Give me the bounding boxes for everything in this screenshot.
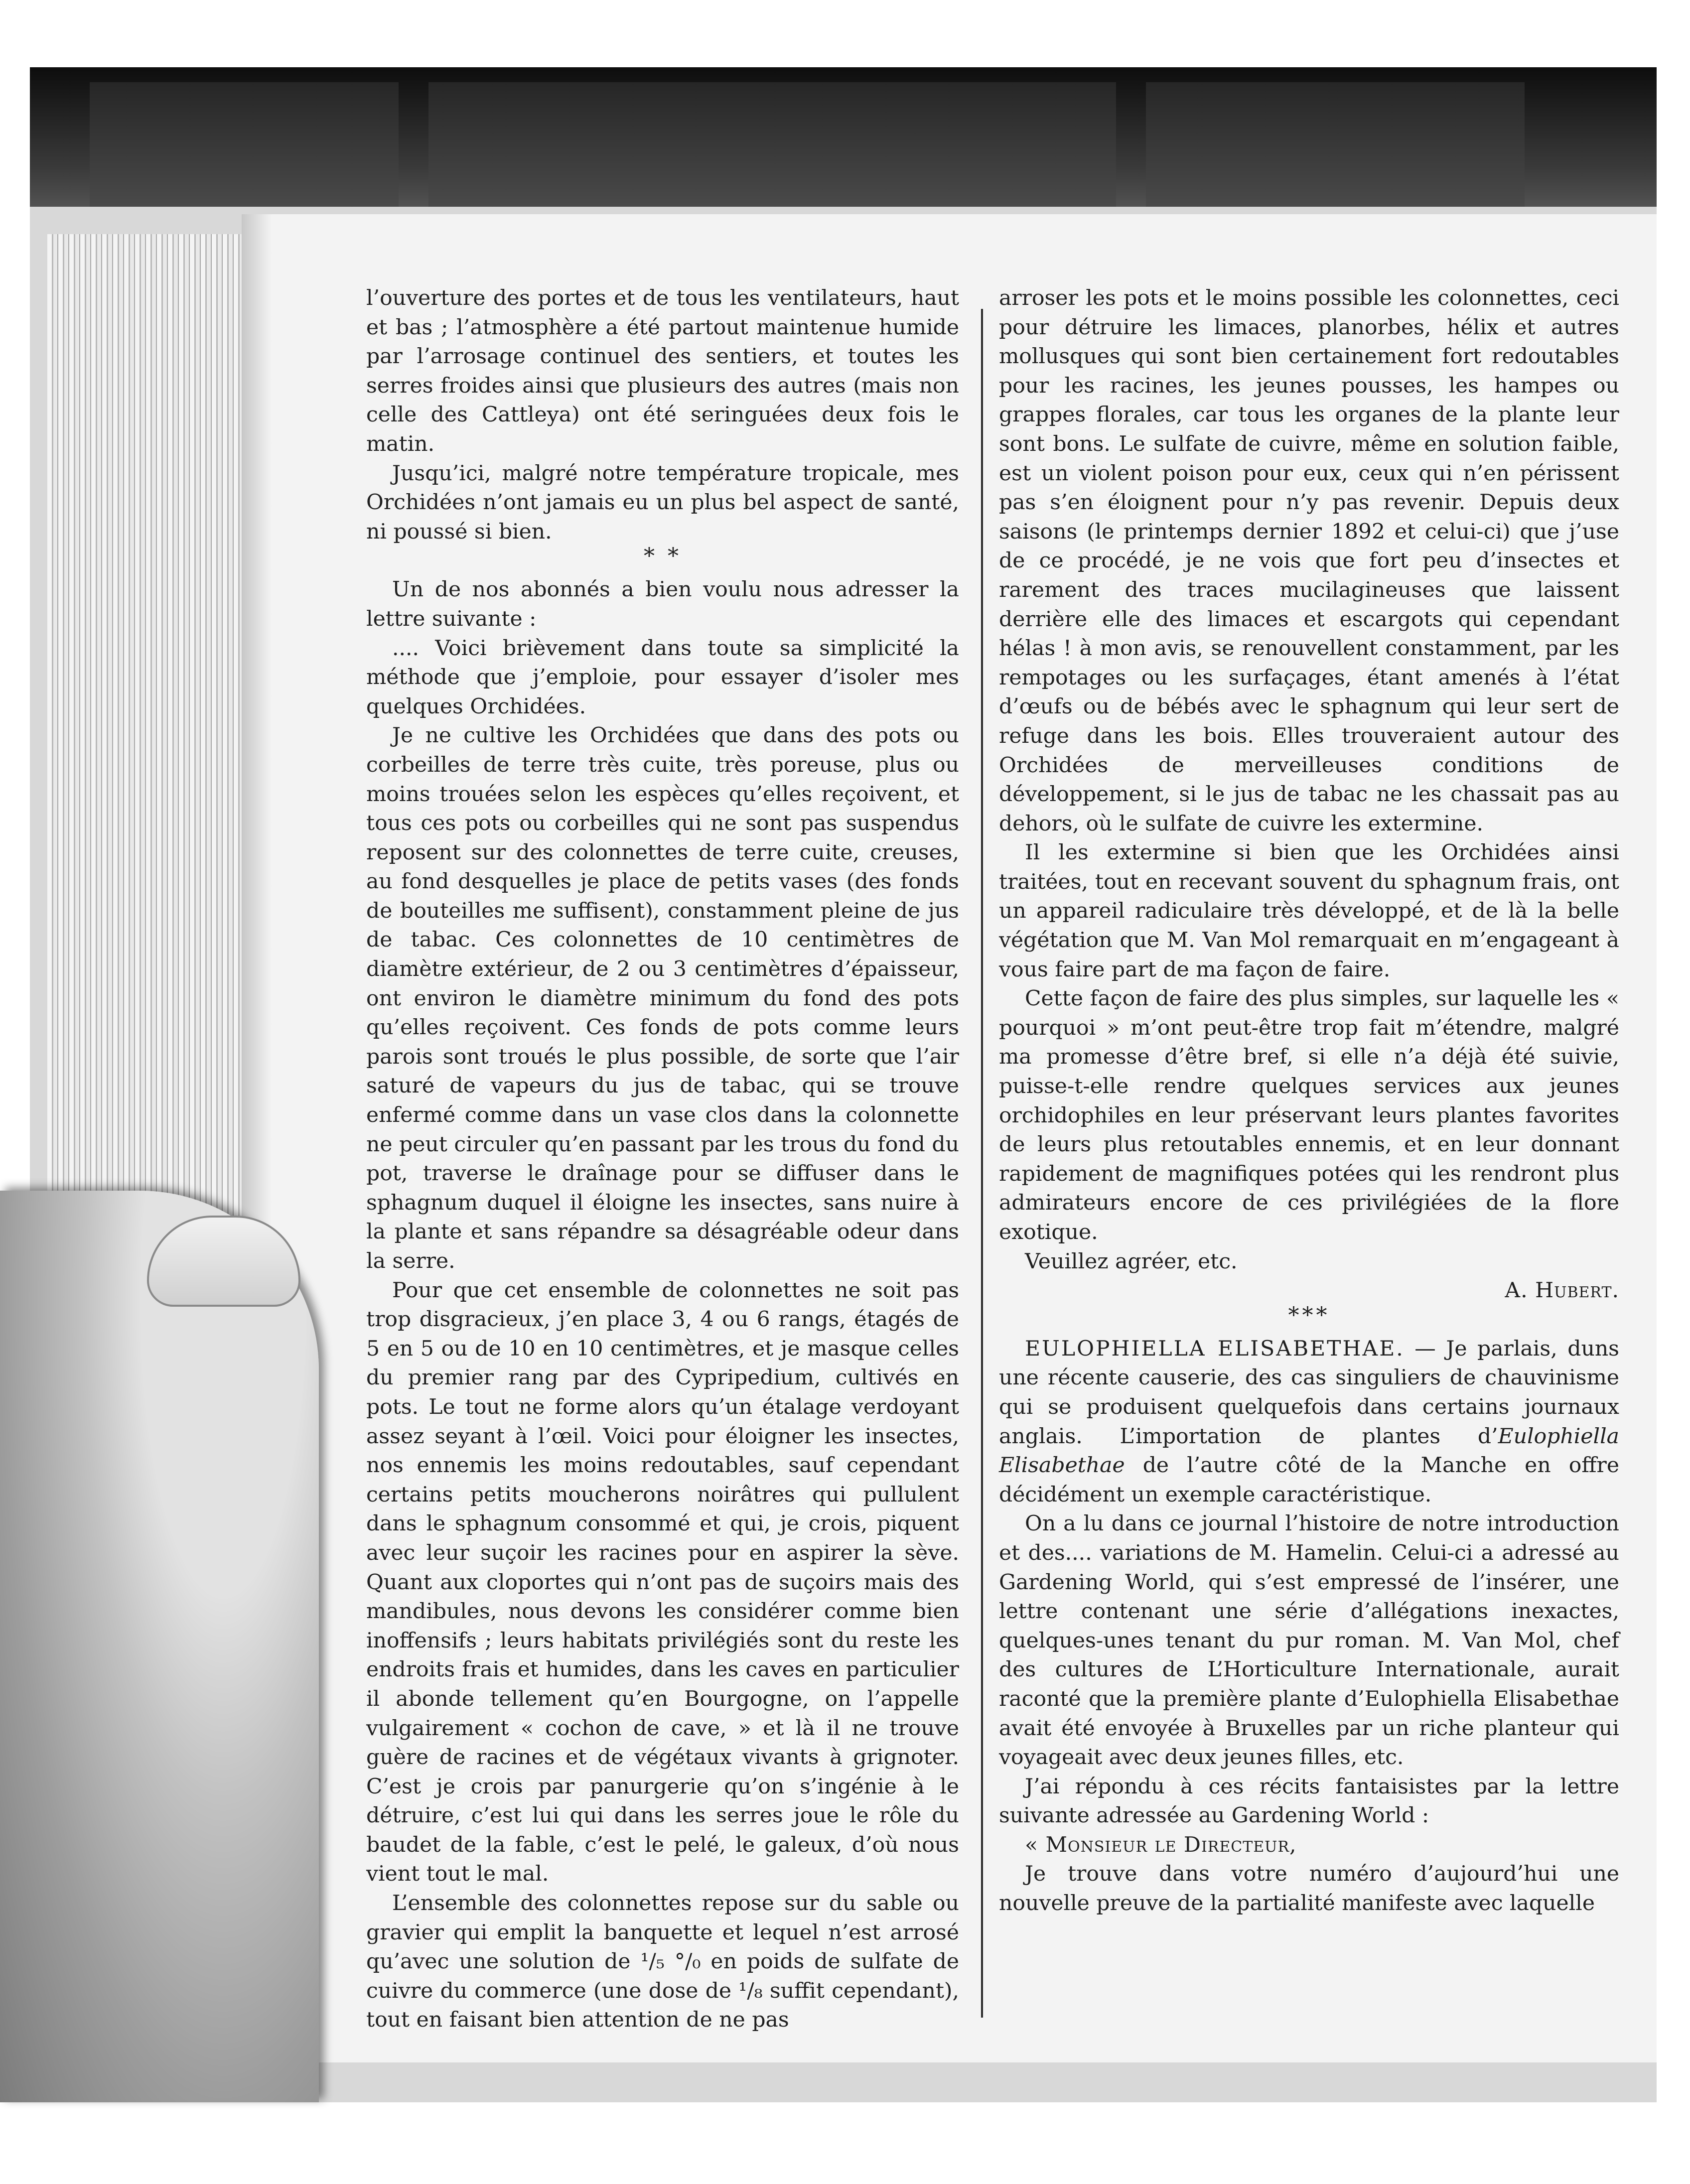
left-text-column <box>366 284 959 2035</box>
article-paragraph <box>999 1335 1619 1510</box>
text-run: de l’autre côté de la Manche en offre décidément un exemple caractéristique. <box>999 1453 1619 1507</box>
spine-block <box>428 82 1116 212</box>
paragraph: Jusqu’ici, malgré notre température tropicale, mes Orchidées n’ont jamais eu un plus bel aspect de santé, ni poussé si bien. <box>366 461 959 544</box>
paragraph: J’ai répondu à ces récits fantaisistes par la lettre suivante adressée au Gardening World : <box>999 1774 1619 1828</box>
paragraph: Pour que cet ensemble de colonnettes ne soit pas trop disgracieux, j’en place 3, 4 ou 6 rangs, étagés de 5 en 5 ou de 10 en 10 centimètres, et je masque celles du premier rang par des Cypripedium, cultivés en pots. Le tout ne forme alors qu’un étalage verdoyant assez seyant à l’œil. Voici pour éloigner les insectes, nos ennemis les moins redoutables, sauf cependant certains petits moucherons noirâtres qui pullulent dans le sphagnum consommé et qui, je crois, piquent avec leur suçoir les racines pour en aspirer la sève. Quant aux cloportes qui n’ont pas de suçoirs mais des mandibules, nous devons les considérer comme bien inoffensifs ; leurs habitats privilégiés sont du reste les endroits frais et humides, dans les caves en particulier il abonde tellement qu’en Bourgogne, on l’appelle vulgairement « cochon de cave, » et là il ne trouve guère de racines et de végétaux vivants à grignoter. C’est je crois par panurgerie qu’on s’ingénie à le détruire, c’est lui qui dans les serres joue le rôle du baudet de la fable, c’est le pelé, le galeux, d’où nous vient tout le mal. <box>366 1278 959 1887</box>
section-separator: *** <box>1288 1302 1330 1328</box>
paragraph: Je trouve dans votre numéro d’aujourd’hui une nouvelle preuve de la partialité manifeste avec laquelle <box>999 1862 1619 1916</box>
paragraph: On a lu dans ce journal l’histoire de notre introduction et des.... variations de M. Hamelin. Celui-ci a adressé au Gardening World, qui s’est empressé de l’insérer, une lettre contenant une série d’allégations inexactes, quelques-unes tenant du pur roman. M. Van Mol, chef des cultures de L’Horticulture Internationale, aurait raconté que la première plante d’Eulophiella Elisabethae avait été envoyée à Bruxelles par un riche planteur qui voyageait avec deux jeunes filles, etc. <box>999 1511 1619 1770</box>
column-divider <box>981 309 983 2018</box>
spine-block <box>90 82 399 212</box>
paragraph: .... Voici brièvement dans toute sa simplicité la méthode que j’emploie, pour essayer d’isoler mes quelques Orchidées. <box>366 636 959 719</box>
paragraph: Cette façon de faire des plus simples, sur laquelle les « pourquoi » m’ont peut-être trop fait m’étendre, malgré ma promesse d’être bref, si elle n’a déjà été suivie, puisse-t-elle rendre quelques services aux jeunes orchidophiles en leur préservant leurs plantes favorites de leurs plus retoutables ennemis, et en leur donnant rapidement de magnifiques potées qui les rendront plus admirateurs encore de ces privilégiées de la flore exotique. <box>999 986 1619 1244</box>
section-separator: * * <box>644 544 682 569</box>
paragraph: Un de nos abonnés a bien voulu nous adresser la lettre suivante : <box>366 577 959 631</box>
paragraph: Je ne cultive les Orchidées que dans des pots ou corbeilles de terre très cuite, très poreuse, plus ou moins trouées selon les espèces qu’elles reçoivent, et tous ces pots ou corbeilles qui ne sont pas suspendus reposent sur des colonnettes de terre cuite, creuses, au fond desquelles je place de petits vases (des fonds de bouteilles me suffisent), constamment pleine de jus de tabac. Ces colonnettes de 10 centimètres de diamètre extérieur, de 2 ou 3 centimètres d’épaisseur, ont environ le diamètre minimum du fond des pots qu’elles reçoivent. Ces fonds de pots comme leurs parois sont troués le plus possible, de sorte que l’air saturé de vapeurs du jus de tabac, qui se trouve enfermé comme dans un vase clos dans la colonnette ne peut circuler qu’en passant par les trous du fond du pot, traverse le draînage pour se diffuser dans le sphagnum duquel il éloigne les insectes, sans nuire à la plante et sans répandre sa désagréable odeur dans la serre. <box>366 723 959 1273</box>
thumb <box>0 1191 319 2102</box>
text-run: — Je parlais, duns une récente causerie, des cas singuliers de chauvinisme qui se produisent quelquefois dans certains journaux anglais. L’importation de plantes d’ <box>999 1336 1619 1449</box>
letter-salutation: « Monsieur le Directeur, <box>1025 1832 1297 1857</box>
closing-formula: Veuillez agréer, etc. <box>1025 1249 1238 1274</box>
signature: A. Hubert. <box>1505 1278 1619 1303</box>
spine-block <box>1146 82 1525 212</box>
paragraph: arroser les pots et le moins possible les colonnettes, ceci pour détruire les limaces, planorbes, hélix et autres mollusques qui sont bien certainement fort redoutables pour les racines, les jeunes pousses, les hampes ou grappes florales, car tous les organes de la plante leur sont bons. Le sulfate de cuivre, même en solution faible, est un violent poison pour eux, ceux qui n’en périssent pas s’en éloignent pour n’y pas revenir. Depuis deux saisons (le printemps dernier 1892 et celui-ci) que j’use de ce procédé, je ne vois que fort peu d’insectes et rarement des traces mucilagineuses que laissent derrière elle des limaces et escargots qui cependant hélas ! à mon avis, se renouvellent constamment, par les rempotages ou les surfaçages, étant amenés à l’état d’œufs ou de bébés avec le sphagnum qui leur sert de refuge dans les bois. Elles trouveraient autour des Orchidées de merveilleuses conditions de développement, si le jus de tabac ne les chassait pas au dehors, où le sulfate de cuivre les extermine. <box>999 286 1619 836</box>
paragraph: L’ensemble des colonnettes repose sur du sable ou gravier qui emplit la banquette et lequel n’est arrosé qu’avec une solution de ¹/₅ °/₀ en poids de sulfate de cuivre du commerce (une dose de ¹/₈ suffit cependant), tout en faisant bien attention de ne pas <box>366 1891 959 2033</box>
article-heading: EULOPHIELLA ELISABETHAE. <box>1025 1336 1405 1361</box>
species-name: Eulophiella Elisabethae <box>999 1424 1619 1478</box>
right-text-column <box>999 284 1619 1918</box>
paragraph: Il les extermine si bien que les Orchidées ainsi traitées, tout en recevant souvent du sphagnum frais, ont un appareil radiculaire très développé, et de là la belle végétation que M. Van Mol remarquait en m’engageant à vous faire part de ma façon de faire. <box>999 840 1619 982</box>
paragraph: l’ouverture des portes et de tous les ventilateurs, haut et bas ; l’atmosphère a été partout maintenue humide par l’arrosage continuel des sentiers, et toutes les serres froides ainsi que plusieurs des autres (mais non celle des Cattleya) ont été seringuées deux fois le matin. <box>366 286 959 456</box>
book-spines-background <box>30 67 1657 212</box>
